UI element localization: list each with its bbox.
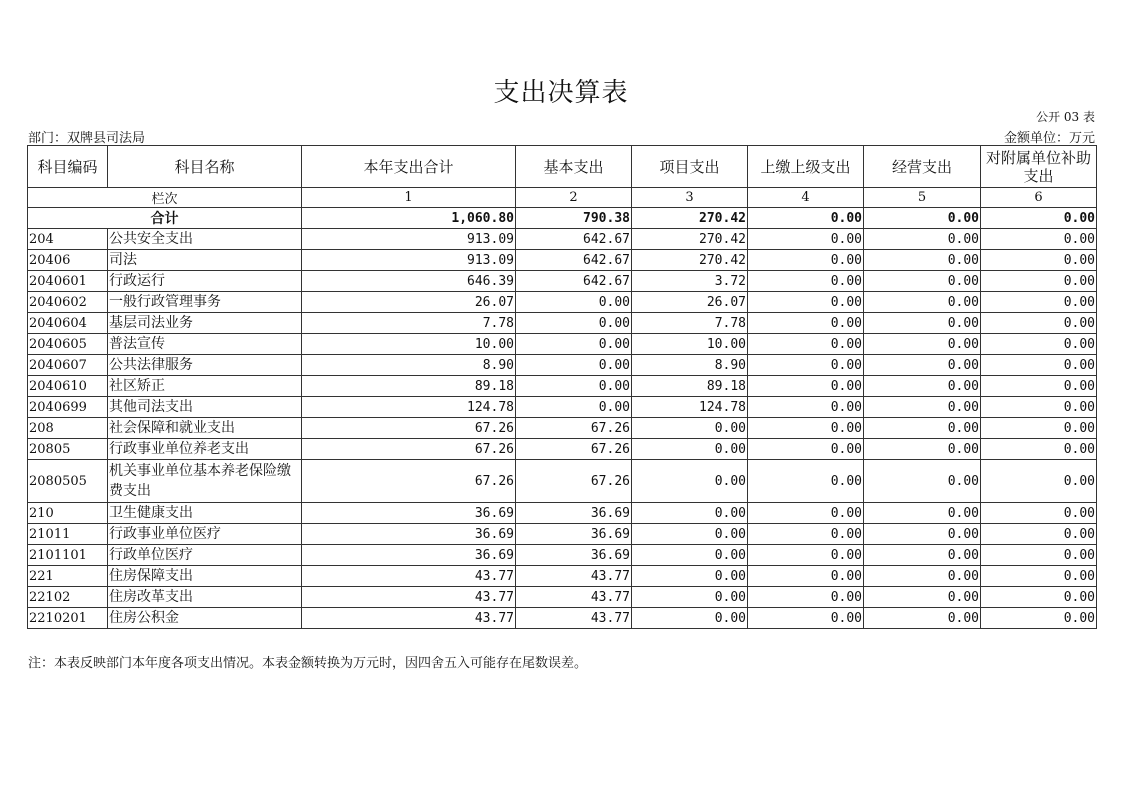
index-col-2: 2	[516, 188, 632, 208]
amount-cell: 0.00	[981, 545, 1097, 566]
amount-cell: 43.77	[516, 566, 632, 587]
header-project: 项目支出	[632, 146, 748, 188]
amount-cell: 0.00	[864, 229, 981, 250]
amount-cell: 0.00	[864, 397, 981, 418]
table-row	[28, 503, 1097, 524]
total-value: 0.00	[748, 208, 864, 229]
amount-cell: 0.00	[981, 250, 1097, 271]
amount-cell: 0.00	[864, 439, 981, 460]
amount-cell: 67.26	[516, 418, 632, 439]
page-title: 支出决算表	[493, 78, 629, 108]
table-row	[28, 460, 1097, 503]
subject-code-cell: 20805	[28, 439, 108, 460]
amount-cell: 0.00	[864, 545, 981, 566]
amount-cell: 913.09	[302, 250, 516, 271]
amount-cell: 0.00	[981, 439, 1097, 460]
amount-cell: 43.77	[302, 566, 516, 587]
subject-name-cell: 住房保障支出	[108, 566, 302, 587]
subject-name-cell: 住房改革支出	[108, 587, 302, 608]
amount-cell: 0.00	[864, 334, 981, 355]
total-value: 270.42	[632, 208, 748, 229]
amount-cell: 0.00	[864, 292, 981, 313]
index-col-6: 6	[981, 188, 1097, 208]
subject-code-cell: 2040607	[28, 355, 108, 376]
amount-cell: 270.42	[632, 229, 748, 250]
table-row	[28, 566, 1097, 587]
amount-cell: 0.00	[748, 608, 864, 629]
amount-cell: 0.00	[981, 292, 1097, 313]
amount-cell: 0.00	[748, 250, 864, 271]
amount-cell: 0.00	[748, 355, 864, 376]
subject-name-cell: 行政事业单位养老支出	[108, 439, 302, 460]
subject-code-cell: 2040602	[28, 292, 108, 313]
subject-name-cell: 普法宣传	[108, 334, 302, 355]
amount-cell: 89.18	[632, 376, 748, 397]
amount-cell: 642.67	[516, 250, 632, 271]
index-row	[28, 188, 1097, 208]
amount-cell: 8.90	[632, 355, 748, 376]
amount-cell: 10.00	[632, 334, 748, 355]
subject-name-cell: 行政事业单位医疗	[108, 524, 302, 545]
amount-cell: 0.00	[632, 418, 748, 439]
amount-cell: 0.00	[864, 376, 981, 397]
subject-name-cell: 行政单位医疗	[108, 545, 302, 566]
table-row	[28, 397, 1097, 418]
table-row	[28, 608, 1097, 629]
amount-cell: 89.18	[302, 376, 516, 397]
amount-cell: 26.07	[632, 292, 748, 313]
subject-code-cell: 2040610	[28, 376, 108, 397]
amount-cell: 36.69	[516, 524, 632, 545]
amount-cell: 0.00	[632, 545, 748, 566]
amount-cell: 8.90	[302, 355, 516, 376]
amount-cell: 0.00	[748, 439, 864, 460]
amount-cell: 0.00	[864, 587, 981, 608]
amount-cell: 0.00	[748, 334, 864, 355]
index-col-4: 4	[748, 188, 864, 208]
amount-cell: 36.69	[516, 545, 632, 566]
table-row	[28, 587, 1097, 608]
amount-cell: 67.26	[516, 460, 632, 503]
subject-name-cell: 住房公积金	[108, 608, 302, 629]
index-label: 栏次	[28, 188, 302, 208]
amount-cell: 270.42	[632, 250, 748, 271]
table-body	[28, 188, 1097, 629]
footnote: 注：本表反映部门本年度各项支出情况。本表金额转换为万元时，因四舍五入可能存在尾数误差。	[28, 656, 588, 671]
amount-cell: 0.00	[864, 608, 981, 629]
amount-cell: 124.78	[632, 397, 748, 418]
subject-code-cell: 2040699	[28, 397, 108, 418]
subject-name-cell: 司法	[108, 250, 302, 271]
subject-name-cell: 机关事业单位基本养老保险缴费支出	[108, 460, 302, 503]
subject-code-cell: 2040601	[28, 271, 108, 292]
amount-cell: 67.26	[516, 439, 632, 460]
amount-cell: 0.00	[632, 503, 748, 524]
amount-cell: 0.00	[748, 292, 864, 313]
amount-cell: 0.00	[748, 229, 864, 250]
table-row	[28, 229, 1097, 250]
amount-cell: 0.00	[748, 503, 864, 524]
subject-name-cell: 公共法律服务	[108, 355, 302, 376]
table-row	[28, 418, 1097, 439]
subject-code-cell: 204	[28, 229, 108, 250]
amount-cell: 0.00	[981, 376, 1097, 397]
amount-cell: 0.00	[516, 292, 632, 313]
amount-cell: 36.69	[516, 503, 632, 524]
table-row	[28, 524, 1097, 545]
amount-cell: 7.78	[632, 313, 748, 334]
amount-cell: 642.67	[516, 229, 632, 250]
amount-cell: 0.00	[748, 397, 864, 418]
table-row	[28, 376, 1097, 397]
amount-cell: 0.00	[981, 418, 1097, 439]
subject-name-cell: 公共安全支出	[108, 229, 302, 250]
subject-code-cell: 2101101	[28, 545, 108, 566]
table-row	[28, 271, 1097, 292]
amount-cell: 913.09	[302, 229, 516, 250]
amount-cell: 67.26	[302, 418, 516, 439]
subject-code-cell: 208	[28, 418, 108, 439]
amount-cell: 124.78	[302, 397, 516, 418]
amount-cell: 0.00	[981, 460, 1097, 503]
index-col-5: 5	[864, 188, 981, 208]
amount-cell: 0.00	[516, 376, 632, 397]
subject-code-cell: 21011	[28, 524, 108, 545]
subject-code-cell: 22102	[28, 587, 108, 608]
total-value: 1,060.80	[302, 208, 516, 229]
amount-cell: 642.67	[516, 271, 632, 292]
total-value: 790.38	[516, 208, 632, 229]
header-subsidy: 对附属单位补助支出	[981, 146, 1097, 188]
amount-cell: 0.00	[981, 313, 1097, 334]
subject-name-cell: 一般行政管理事务	[108, 292, 302, 313]
amount-cell: 0.00	[748, 313, 864, 334]
total-label: 合计	[28, 208, 302, 229]
amount-cell: 0.00	[748, 418, 864, 439]
amount-cell: 43.77	[516, 608, 632, 629]
amount-cell: 0.00	[632, 608, 748, 629]
header-name: 科目名称	[108, 146, 302, 188]
amount-cell: 0.00	[632, 439, 748, 460]
table-row	[28, 334, 1097, 355]
total-row	[28, 208, 1097, 229]
amount-cell: 0.00	[864, 566, 981, 587]
amount-cell: 43.77	[302, 608, 516, 629]
amount-cell: 0.00	[981, 397, 1097, 418]
amount-cell: 0.00	[632, 460, 748, 503]
amount-cell: 0.00	[981, 524, 1097, 545]
amount-cell: 0.00	[632, 566, 748, 587]
table-row	[28, 292, 1097, 313]
subject-name-cell: 行政运行	[108, 271, 302, 292]
amount-cell: 0.00	[981, 566, 1097, 587]
subject-name-cell: 卫生健康支出	[108, 503, 302, 524]
table-row	[28, 439, 1097, 460]
amount-cell: 0.00	[981, 608, 1097, 629]
amount-cell: 0.00	[981, 503, 1097, 524]
department-label: 部门：双牌县司法局	[28, 131, 146, 146]
form-number: 公开 03 表	[1036, 110, 1095, 124]
amount-cell: 646.39	[302, 271, 516, 292]
amount-cell: 26.07	[302, 292, 516, 313]
amount-cell: 67.26	[302, 439, 516, 460]
amount-cell: 0.00	[981, 355, 1097, 376]
header-total: 本年支出合计	[302, 146, 516, 188]
subject-code-cell: 20406	[28, 250, 108, 271]
amount-cell: 0.00	[632, 524, 748, 545]
amount-cell: 0.00	[981, 271, 1097, 292]
amount-cell: 0.00	[516, 355, 632, 376]
amount-cell: 0.00	[864, 250, 981, 271]
amount-cell: 0.00	[864, 503, 981, 524]
header-row	[28, 146, 1097, 188]
amount-cell: 0.00	[748, 587, 864, 608]
subject-name-cell: 社会保障和就业支出	[108, 418, 302, 439]
index-col-3: 3	[632, 188, 748, 208]
amount-cell: 43.77	[516, 587, 632, 608]
subject-name-cell: 其他司法支出	[108, 397, 302, 418]
amount-cell: 36.69	[302, 545, 516, 566]
amount-cell: 0.00	[864, 524, 981, 545]
total-value: 0.00	[864, 208, 981, 229]
amount-cell: 0.00	[632, 587, 748, 608]
subject-name-cell: 社区矫正	[108, 376, 302, 397]
header-basic: 基本支出	[516, 146, 632, 188]
amount-cell: 10.00	[302, 334, 516, 355]
amount-cell: 36.69	[302, 524, 516, 545]
amount-cell: 7.78	[302, 313, 516, 334]
subject-code-cell: 210	[28, 503, 108, 524]
amount-cell: 0.00	[864, 460, 981, 503]
expenditure-table	[27, 145, 1097, 629]
amount-cell: 0.00	[748, 460, 864, 503]
amount-cell: 3.72	[632, 271, 748, 292]
header-code: 科目编码	[28, 146, 108, 188]
subject-code-cell: 2080505	[28, 460, 108, 503]
table-row	[28, 313, 1097, 334]
amount-cell: 0.00	[516, 313, 632, 334]
amount-cell: 0.00	[748, 271, 864, 292]
amount-cell: 0.00	[748, 524, 864, 545]
amount-cell: 43.77	[302, 587, 516, 608]
subject-code-cell: 2210201	[28, 608, 108, 629]
amount-cell: 0.00	[864, 418, 981, 439]
amount-cell: 0.00	[516, 334, 632, 355]
subject-name-cell: 基层司法业务	[108, 313, 302, 334]
amount-cell: 36.69	[302, 503, 516, 524]
amount-cell: 0.00	[748, 376, 864, 397]
amount-cell: 0.00	[981, 334, 1097, 355]
index-col-1: 1	[302, 188, 516, 208]
amount-cell: 0.00	[748, 545, 864, 566]
amount-cell: 0.00	[981, 587, 1097, 608]
table-row	[28, 250, 1097, 271]
table-row	[28, 545, 1097, 566]
table-row	[28, 355, 1097, 376]
amount-cell: 0.00	[864, 355, 981, 376]
header-operation: 经营支出	[864, 146, 981, 188]
amount-cell: 0.00	[516, 397, 632, 418]
amount-unit-label: 金额单位：万元	[1003, 131, 1095, 146]
amount-cell: 0.00	[748, 566, 864, 587]
header-upper: 上缴上级支出	[748, 146, 864, 188]
subject-code-cell: 2040604	[28, 313, 108, 334]
subject-code-cell: 2040605	[28, 334, 108, 355]
amount-cell: 67.26	[302, 460, 516, 503]
subject-code-cell: 221	[28, 566, 108, 587]
total-value: 0.00	[981, 208, 1097, 229]
amount-cell: 0.00	[864, 313, 981, 334]
amount-cell: 0.00	[981, 229, 1097, 250]
amount-cell: 0.00	[864, 271, 981, 292]
